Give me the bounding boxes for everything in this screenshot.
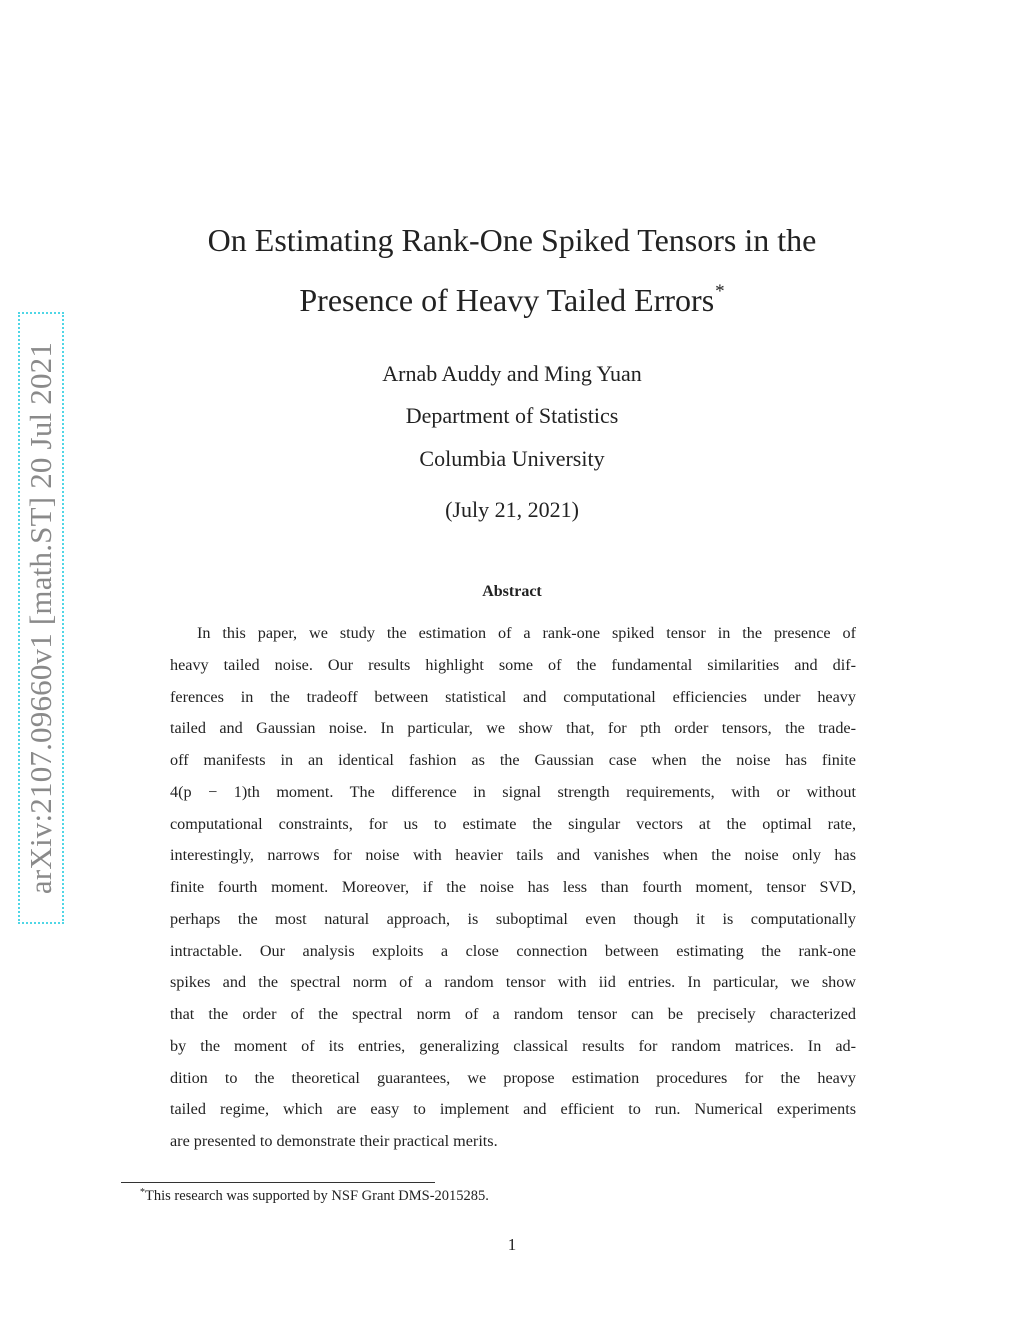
abstract-line: spikes and the spectral norm of a random tensor with iid entries. In particular, we show [170,973,856,992]
page-number: 1 [507,1235,517,1254]
abstract-line: ferences in the tradeoff between statistical and computational efficiencies under heavy [170,687,856,706]
abstract-line: are presented to demonstrate their practical merits. [170,1132,498,1150]
abstract-line: finite fourth moment. Moreover, if the noise has less than fourth moment, tensor SVD, [170,878,856,896]
footnote-divider [121,1182,435,1183]
paper-title-line-1: On Estimating Rank-One Spiked Tensors in the [207,222,817,258]
arxiv-identifier: arXiv:2107.09660v1 [math.ST] 20 Jul 2021 [23,341,58,895]
abstract-line: computational constraints, for us to estimate the singular vectors at the optimal rate, [170,814,856,833]
abstract-line: intractable. Our analysis exploits a close connection between estimating the rank-one [170,941,856,960]
footnote [140,1187,489,1205]
abstract-line: heavy tailed noise. Our results highlight some of the fundamental similarities and dif- [170,655,856,674]
abstract-line: In this paper, we study the estimation of a rank-one spiked tensor in the presence of [197,624,856,642]
abstract-line: off manifests in an identical fashion as the Gaussian case when the noise has finite [170,751,856,769]
department: Department of Statistics [405,403,619,428]
abstract-heading: Abstract [482,583,542,600]
paper-date: (July 21, 2021) [445,497,579,522]
abstract-line: interestingly, narrows for noise with heavier tails and vanishes when the noise only has [170,846,856,865]
paper-title-line-2 [0,281,1024,319]
abstract-line: dition to the theoretical guarantees, we propose estimation procedures for the heavy [170,1068,856,1087]
author-names: Arnab Auddy and Ming Yuan [382,361,642,386]
paper-title-line-2-text: Presence of Heavy Tailed Errors [299,282,715,318]
abstract-line: 4(p − 1)th moment. The difference in signal strength requirements, with or without [170,782,856,801]
abstract-line: tailed and Gaussian noise. In particular, we show that, for pth order tensors, the trade- [170,719,856,738]
abstract-line: perhaps the most natural approach, is suboptimal even though it is computationally [170,909,856,928]
abstract-line: that the order of the spectral norm of a random tensor can be precisely characterized [170,1005,856,1023]
footnote-mark: * [140,1187,145,1198]
university: Columbia University [419,446,605,471]
footnote-text: This research was supported by NSF Grant DMS-2015285. [145,1188,489,1204]
title-footnote-mark: * [715,281,725,302]
abstract-line: tailed regime, which are easy to implement and efficient to run. Numerical experiments [170,1100,856,1119]
abstract-line: by the moment of its entries, generalizing classical results for random matrices. In ad- [170,1036,856,1055]
abstract-body [170,618,856,1158]
